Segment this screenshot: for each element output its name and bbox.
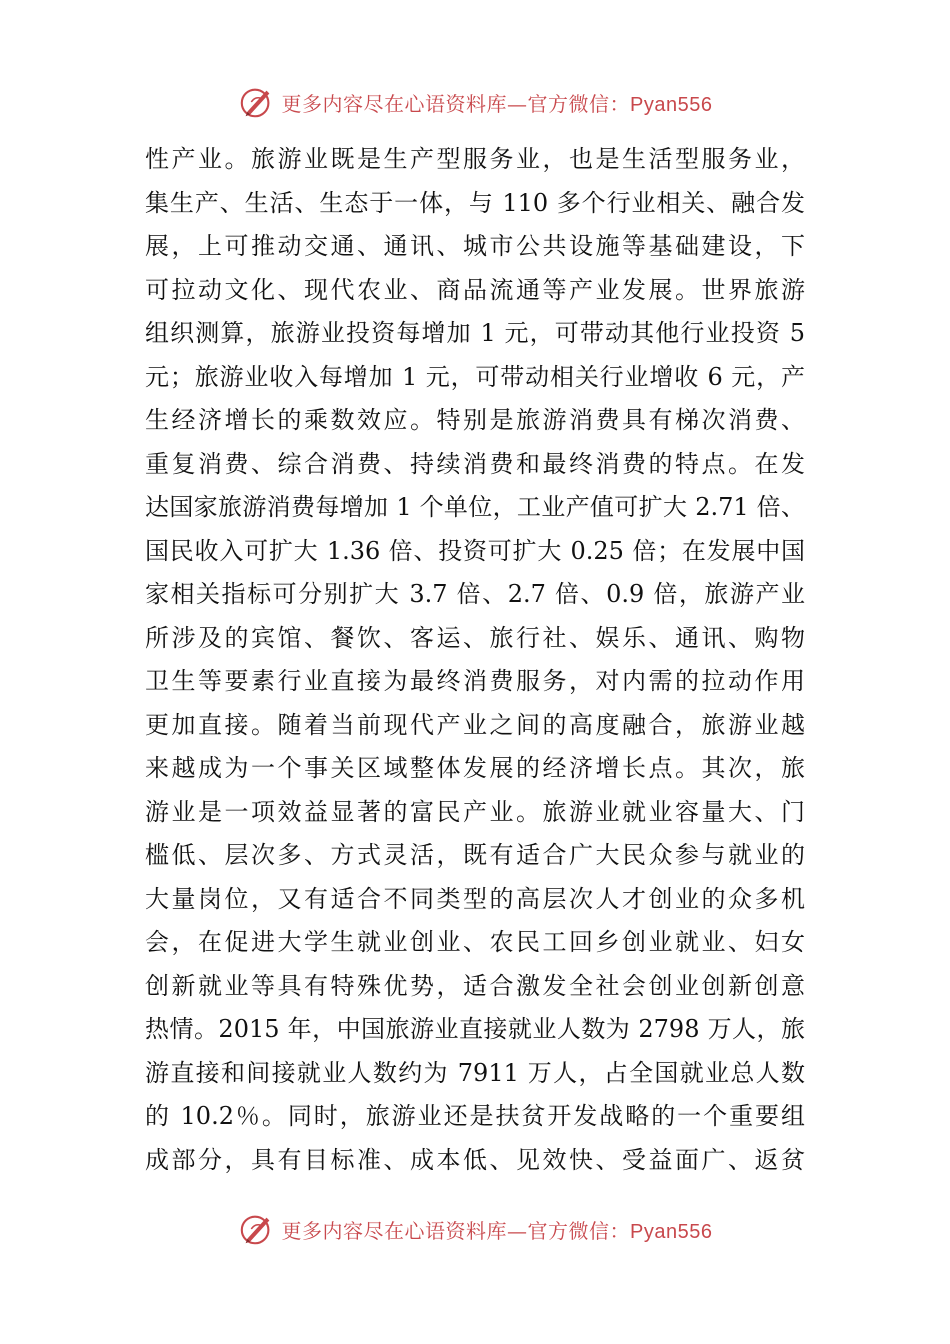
body-line: 来越成为一个事关区域整体发展的经济增长点。其次，旅	[145, 754, 805, 782]
body-line: 国民收入可扩大 1.36 倍、投资可扩大 0.25 倍；在发展中国	[145, 536, 805, 565]
header-watermark	[0, 82, 950, 122]
body-line: 更加直接。随着当前现代产业之间的高度融合，旅游业越	[145, 710, 805, 739]
watermark-text: 更多内容尽在心语资料库—官方微信：Pyan556	[281, 1218, 713, 1243]
document-body	[145, 138, 805, 1182]
body-line: 可拉动文化、现代农业、商品流通等产业发展。世界旅游	[145, 275, 805, 304]
body-line: 元；旅游业收入每增加 1 元，可带动相关行业增收 6 元，产	[145, 362, 805, 391]
body-line: 槛低、层次多、方式灵活，既有适合广大民众参与就业的	[145, 841, 805, 869]
body-line: 生经济增长的乘数效应。特别是旅游消费具有梯次消费、	[145, 406, 805, 434]
pen-logo-icon	[238, 1210, 276, 1248]
body-line: 达国家旅游消费每增加 1 个单位，工业产值可扩大 2.71 倍、	[145, 493, 805, 521]
body-line: 家相关指标可分别扩大 3.7 倍、2.7 倍、0.9 倍，旅游产业	[145, 580, 805, 608]
body-line: 热情。2015 年，中国旅游业直接就业人数为 2798 万人，旅	[145, 1015, 805, 1043]
body-line: 重复消费、综合消费、持续消费和最终消费的特点。在发	[145, 449, 805, 478]
pen-logo-icon	[238, 83, 276, 121]
body-line: 大量岗位，又有适合不同类型的高层次人才创业的众多机	[145, 884, 805, 913]
body-line: 集生产、生活、生态于一体，与 110 多个行业相关、融合发	[145, 188, 805, 217]
body-line: 创新就业等具有特殊优势，适合激发全社会创业创新创意	[145, 971, 805, 1000]
footer-watermark	[0, 1209, 950, 1249]
body-line: 游直接和间接就业人数约为 7911 万人，占全国就业总人数	[145, 1058, 805, 1087]
body-line: 卫生等要素行业直接为最终消费服务，对内需的拉动作用	[145, 667, 805, 695]
body-line: 游业是一项效益显著的富民产业。旅游业就业容量大、门	[145, 797, 805, 826]
body-line: 组织测算，旅游业投资每增加 1 元，可带动其他行业投资 5	[145, 319, 805, 347]
body-line: 成部分，具有目标准、成本低、见效快、受益面广、返贫	[145, 1145, 805, 1174]
body-line: 展，上可推动交通、通讯、城市公共设施等基础建设，下	[145, 232, 805, 260]
body-line: 会，在促进大学生就业创业、农民工回乡创业就业、妇女	[145, 928, 805, 956]
body-line: 性产业。旅游业既是生产型服务业，也是生活型服务业，	[145, 145, 805, 173]
body-line: 的 10.2％。同时，旅游业还是扶贫开发战略的一个重要组	[145, 1102, 805, 1130]
body-line: 所涉及的宾馆、餐饮、客运、旅行社、娱乐、通讯、购物	[145, 623, 805, 652]
watermark-text: 更多内容尽在心语资料库—官方微信：Pyan556	[281, 91, 713, 116]
